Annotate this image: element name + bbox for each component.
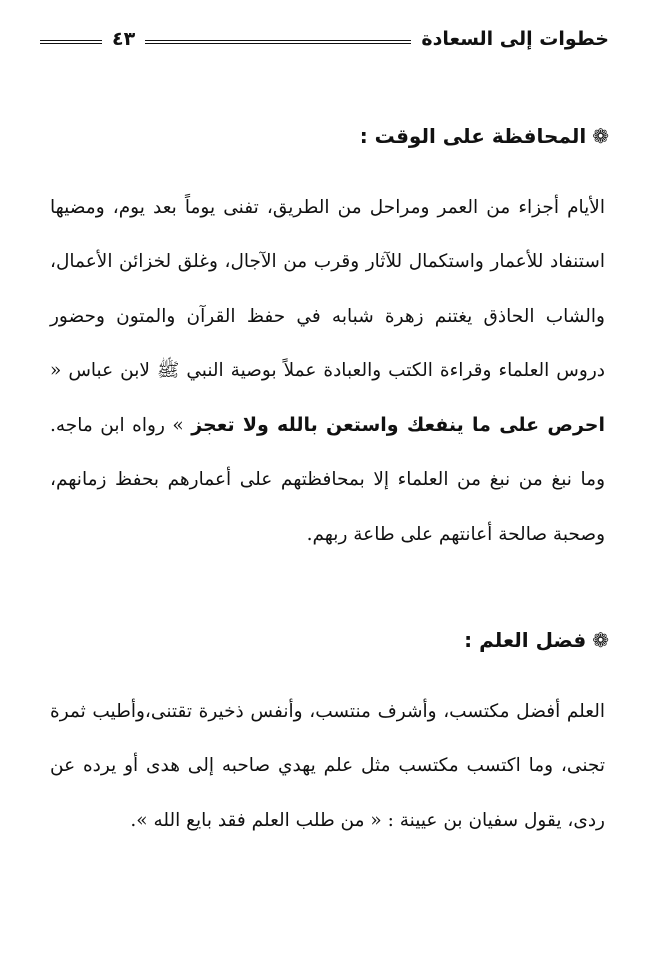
hadith-quote: احرص على ما ينفعك واستعن بالله ولا تعجز [191,414,605,437]
section-heading-time [360,124,609,148]
header-rule-end [40,40,102,44]
paragraph-text: » رواه ابن ماجه. وما نبغ من نبغ من العلماء إلا بمحافظتهم على أعمارهم بحفظ زمانهم، وصحبة صالحة أعانتهم على طاعة ربهم. [50,415,605,545]
section-heading-knowledge [464,628,609,652]
section-title: فضل العلم : [464,628,587,652]
paragraph-knowledge [50,685,605,848]
page-number: ٤٣ [112,28,136,50]
flower-icon: ❁ [592,628,609,652]
paragraph-text: العلم أفضل مكتسب، وأشرف منتسب، وأنفس ذخيرة تقتنى،وأطيب ثمرة تجنى، وما اكتسب مكتسب مثل علم يهدي صاحبه إلى هدى أو يرده عن ردى، يقول سفيان بن عيينة : « من طلب العلم فقد بايع الله ». [50,701,605,831]
paragraph-text: الأيام أجزاء من العمر ومراحل من الطريق، تفنى يوماً بعد يوم، ومضيها استنفاد للأعمار واستكمال للآثار وقرب من الآجال، وغلق لخزائن الأعمال، والشاب الحاذق يغتنم زهرة شبابه في حفظ القرآن والمتون وحضور دروس العلماء وقراءة الكتب والعبادة عملاً بوصية النبي ﷺ لابن عباس « [50,197,605,381]
header-rule [145,40,411,44]
page-header [40,24,609,54]
section-title: المحافظة على الوقت : [359,124,587,148]
running-title: خطوات إلى السعادة [421,28,609,50]
paragraph-time [50,181,605,562]
flower-icon: ❁ [592,124,609,148]
